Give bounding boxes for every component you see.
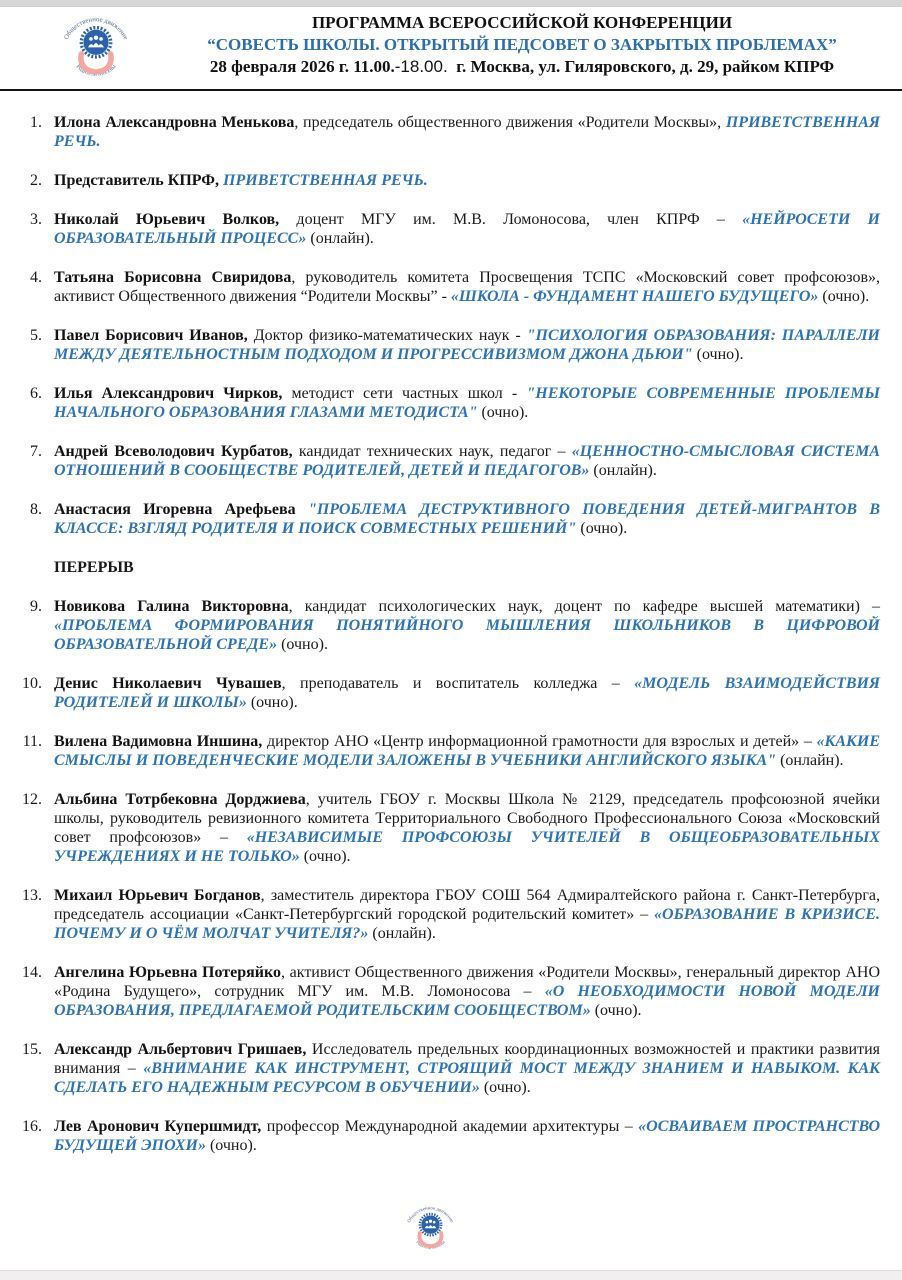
speaker-name: Николай Юрьевич Волков, bbox=[54, 211, 280, 228]
speaker-description: (онлайн). bbox=[368, 925, 436, 942]
program-list bbox=[22, 113, 881, 1175]
talk-title: "ПРОБЛЕМА ДЕСТРУКТИВНОГО ПОВЕДЕНИЯ ДЕТЕЙ-МИГРАНТОВ В КЛАССЕ: ВЗГЛЯД РОДИТЕЛЯ И ПОИСК СОВМЕСТНЫХ РЕШЕНИЙ" bbox=[54, 501, 880, 537]
item-number: 11. bbox=[22, 733, 42, 750]
list-item bbox=[32, 597, 880, 654]
talk-title: "ПСИХОЛОГИЯ ОБРАЗОВАНИЯ: ПАРАЛЛЕЛИ МЕЖДУ ДЕЯТЕЛЬНОСТНЫМ ПОДХОДОМ И ПРОГРЕССИВИЗМОМ ДЖОНА ДЬЮИ" bbox=[54, 327, 881, 363]
talk-title: «НЕЙРОСЕТИ И ОБРАЗОВАТЕЛЬНЫЙ ПРОЦЕСС» bbox=[54, 211, 881, 247]
item-number: 3. bbox=[30, 211, 42, 228]
speaker-name: Анастасия Игоревна Арефьева bbox=[54, 501, 308, 518]
list-item bbox=[22, 1040, 881, 1097]
speaker-name: Илона Александровна Менькова bbox=[54, 114, 295, 131]
item-number: 2. bbox=[30, 172, 42, 189]
item-number: 15. bbox=[22, 1041, 42, 1058]
item-number: 1. bbox=[30, 114, 42, 131]
item-number: 7. bbox=[30, 443, 42, 460]
talk-title: «ОСВАИВАЕМ ПРОСТРАНСТВО БУДУЩЕЙ ЭПОХИ» bbox=[54, 1118, 881, 1154]
speaker-description: (очно). bbox=[246, 694, 298, 711]
talk-title: «ЦЕННОСТНО-СМЫСЛОВАЯ СИСТЕМА ОТНОШЕНИЙ В СООБЩЕСТВЕ РОДИТЕЛЕЙ, ДЕТЕЙ И ПЕДАГОГОВ» bbox=[54, 443, 880, 479]
conference-date-place bbox=[168, 56, 876, 78]
speaker-description: , активист Общественного движения «Родители Москвы», генеральный директор АНО «Родина Будущего», сотрудник МГУ им. М.В. Ломоносова – bbox=[54, 964, 880, 1000]
item-number: 14. bbox=[22, 964, 42, 981]
speaker-name: Представитель КПРФ, bbox=[54, 172, 220, 189]
document-header bbox=[168, 12, 876, 78]
item-number: 6. bbox=[30, 385, 42, 402]
break-label: ПЕРЕРЫВ bbox=[54, 559, 134, 576]
speaker-name: Новикова Галина Викторовна bbox=[54, 598, 289, 615]
list-item bbox=[22, 674, 881, 712]
speaker-description: (очно). bbox=[692, 346, 744, 363]
date-end-time: -18.00. bbox=[394, 57, 448, 76]
speaker-description: Исследователь предельных координационных возможностей и практики развития внимания – bbox=[54, 1041, 880, 1077]
speaker-description: , кандидат психологических наук, доцент по кафедре высшей математики) – bbox=[288, 598, 880, 615]
speaker-name: Илья Александрович Чирков, bbox=[54, 385, 283, 402]
logo-arc-bottom-text: Родители Москвы bbox=[415, 1239, 446, 1251]
gear-icon bbox=[81, 28, 110, 57]
speaker-name: Вилена Вадимовна Иншина, bbox=[54, 733, 263, 750]
speaker-description: (онлайн). bbox=[306, 230, 374, 247]
speaker-description: , преподаватель и воспитатель колледжа – bbox=[281, 675, 635, 692]
logo-arc-bottom-text: Родители Москвы bbox=[74, 63, 118, 78]
list-item bbox=[22, 886, 881, 943]
header-divider bbox=[0, 89, 902, 91]
speaker-description: (онлайн). bbox=[776, 752, 844, 769]
item-number: 9. bbox=[30, 598, 42, 615]
parents-moscow-logo-footer bbox=[400, 1199, 461, 1260]
speaker-description: (очно). bbox=[818, 288, 870, 305]
talk-title: «КАКИЕ СМЫСЛЫ И ПОВЕДЕНЧЕСКИЕ МОДЕЛИ ЗАЛОЖЕНЫ В УЧЕБНИКИ АНГЛИЙСКОГО ЯЗЫКА" bbox=[54, 733, 881, 769]
item-number: 10. bbox=[22, 675, 42, 692]
speaker-description: , председатель общественного движения «Родители Москвы», bbox=[294, 114, 726, 131]
speaker-description: (очно). bbox=[277, 636, 328, 653]
speaker-name: Лев Аронович Купершмидт, bbox=[54, 1118, 262, 1135]
speaker-description: (очно). bbox=[479, 1079, 531, 1096]
list-item bbox=[32, 171, 880, 190]
list-item bbox=[32, 384, 880, 422]
item-number: 5. bbox=[30, 327, 42, 344]
speaker-name: Андрей Всеволодович Курбатов, bbox=[54, 443, 293, 460]
venue-part: г. Москва, ул. Гиляровского, д. 29, райком КПРФ bbox=[447, 57, 835, 76]
list-item bbox=[32, 442, 880, 480]
speaker-name: Альбина Тотрбековна Дорджиева bbox=[54, 791, 306, 808]
speaker-description: , учитель ГБОУ г. Москвы Школа № 2129, председатель профсоюзной ячейки школы, руководитель ревизионного комитета Территориального Свободного Профессионального Союза «Московский совет профсоюзов» – bbox=[54, 791, 880, 846]
speaker-description: методист сети частных школ - bbox=[282, 385, 527, 402]
talk-title: «ВНИМАНИЕ КАК ИНСТРУМЕНТ, СТРОЯЩИЙ МОСТ МЕЖДУ ЗНАНИЕМ И НАВЫКОМ. КАК СДЕЛАТЬ ЕГО НАДЕЖНЫМ РЕСУРСОМ В ОБУЧЕНИИ» bbox=[54, 1060, 881, 1096]
speaker-name: Александр Альбертович Гришаев, bbox=[54, 1041, 307, 1058]
talk-title: «ШКОЛА - ФУНДАМЕНТ НАШЕГО БУДУЩЕГО» bbox=[450, 288, 819, 305]
speaker-description: (очно). bbox=[299, 848, 351, 865]
speaker-description: Доктор физико-математических наук - bbox=[247, 327, 527, 344]
speaker-description: (очно). bbox=[477, 404, 529, 421]
logo-arc-top-text: Общественное движение bbox=[407, 1206, 454, 1224]
speaker-name: Денис Николаевич Чувашев bbox=[54, 675, 282, 692]
page-top-edge bbox=[0, 0, 902, 7]
talk-title: «НЕЗАВИСИМЫЕ ПРОФСОЮЗЫ УЧИТЕЛЕЙ В ОБЩЕОБРАЗОВАТЕЛЬНЫХ УЧРЕЖДЕНИЯХ И НЕ ТОЛЬКО» bbox=[54, 829, 881, 865]
conference-title: ПРОГРАММА ВСЕРОССИЙСКОЙ КОНФЕРЕНЦИИ bbox=[311, 13, 733, 32]
list-item bbox=[32, 210, 880, 248]
item-number: 12. bbox=[22, 791, 42, 808]
list-item bbox=[32, 268, 880, 306]
speaker-name: Михаил Юрьевич Богданов bbox=[54, 887, 261, 904]
list-item bbox=[22, 732, 881, 770]
speaker-description: (очно). bbox=[576, 520, 628, 537]
logo-arc-top-text: Общественное движение bbox=[62, 16, 130, 41]
speaker-description: профессор Международной академии архитектуры – bbox=[261, 1118, 639, 1135]
gear-icon bbox=[420, 1214, 441, 1235]
item-number: 4. bbox=[30, 269, 42, 286]
talk-title: «ПРОБЛЕМА ФОРМИРОВАНИЯ ПОНЯТИЙНОГО МЫШЛЕНИЯ ШКОЛЬНИКОВ В ЦИФРОВОЙ ОБРАЗОВАТЕЛЬНОЙ СРЕДЕ» bbox=[54, 617, 880, 653]
talk-title: ПРИВЕТСТВЕННАЯ РЕЧЬ. bbox=[54, 114, 880, 150]
speaker-description: , руководитель комитета Просвещения ТСПС «Московский совет профсоюзов», активист Общественного движения “Родители Москвы” - bbox=[54, 269, 881, 305]
list-item bbox=[32, 326, 880, 364]
date-part: 28 февраля 2026 г. 11.00. bbox=[209, 57, 395, 76]
talk-title: "НЕКОТОРЫЕ СОВРЕМЕННЫЕ ПРОБЛЕМЫ НАЧАЛЬНОГО ОБРАЗОВАНИЯ ГЛАЗАМИ МЕТОДИСТА" bbox=[54, 385, 881, 421]
conference-subtitle: “СОВЕСТЬ ШКОЛЫ. ОТКРЫТЫЙ ПЕДСОВЕТ О ЗАКРЫТЫХ ПРОБЛЕМАХ” bbox=[207, 35, 837, 54]
list-item bbox=[32, 113, 880, 151]
list-item bbox=[22, 790, 881, 866]
speaker-description: (очно). bbox=[590, 1002, 642, 1019]
speaker-description: (онлайн). bbox=[589, 462, 657, 479]
speaker-name: Ангелина Юрьевна Потеряйко bbox=[54, 964, 281, 981]
speaker-description: , заместитель директора ГБОУ СОШ 564 Адмиралтейского района г. Санкт-Петербурга, председатель ассоциации «Санкт-Петербургский городской родительский комитет» – bbox=[54, 887, 881, 923]
speaker-description: (очно). bbox=[205, 1137, 257, 1154]
talk-title: ПРИВЕТСТВЕННАЯ РЕЧЬ. bbox=[223, 172, 428, 189]
speaker-description: директор АНО «Центр информационной грамотности для взрослых и детей» – bbox=[262, 733, 817, 750]
speaker-description: доцент МГУ им. М.В. Ломоносова, член КПРФ – bbox=[279, 211, 743, 228]
talk-title: «ОБРАЗОВАНИЕ В КРИЗИСЕ. ПОЧЕМУ И О ЧЁМ МОЛЧАТ УЧИТЕЛЯ?» bbox=[54, 906, 881, 942]
list-item bbox=[32, 500, 880, 538]
list-item bbox=[22, 1117, 881, 1155]
list-item bbox=[22, 963, 881, 1020]
page-bottom-edge bbox=[0, 1270, 902, 1280]
talk-title: «МОДЕЛЬ ВЗАИМОДЕЙСТВИЯ РОДИТЕЛЕЙ И ШКОЛЫ» bbox=[54, 675, 881, 711]
speaker-name: Татьяна Борисовна Свиридова bbox=[54, 269, 292, 286]
item-number: 16. bbox=[22, 1118, 42, 1135]
speaker-name: Павел Борисович Иванов, bbox=[54, 327, 248, 344]
speaker-description: кандидат технических наук, педагог – bbox=[292, 443, 572, 460]
parents-moscow-logo bbox=[54, 7, 138, 91]
talk-title: «О НЕОБХОДИМОСТИ НОВОЙ МОДЕЛИ ОБРАЗОВАНИЯ, ПРЕДЛАГАЕМОЙ РОДИТЕЛЬСКИМ СООБЩЕСТВОМ» bbox=[54, 983, 881, 1019]
item-number: 13. bbox=[22, 887, 42, 904]
item-number: 8. bbox=[30, 501, 42, 518]
